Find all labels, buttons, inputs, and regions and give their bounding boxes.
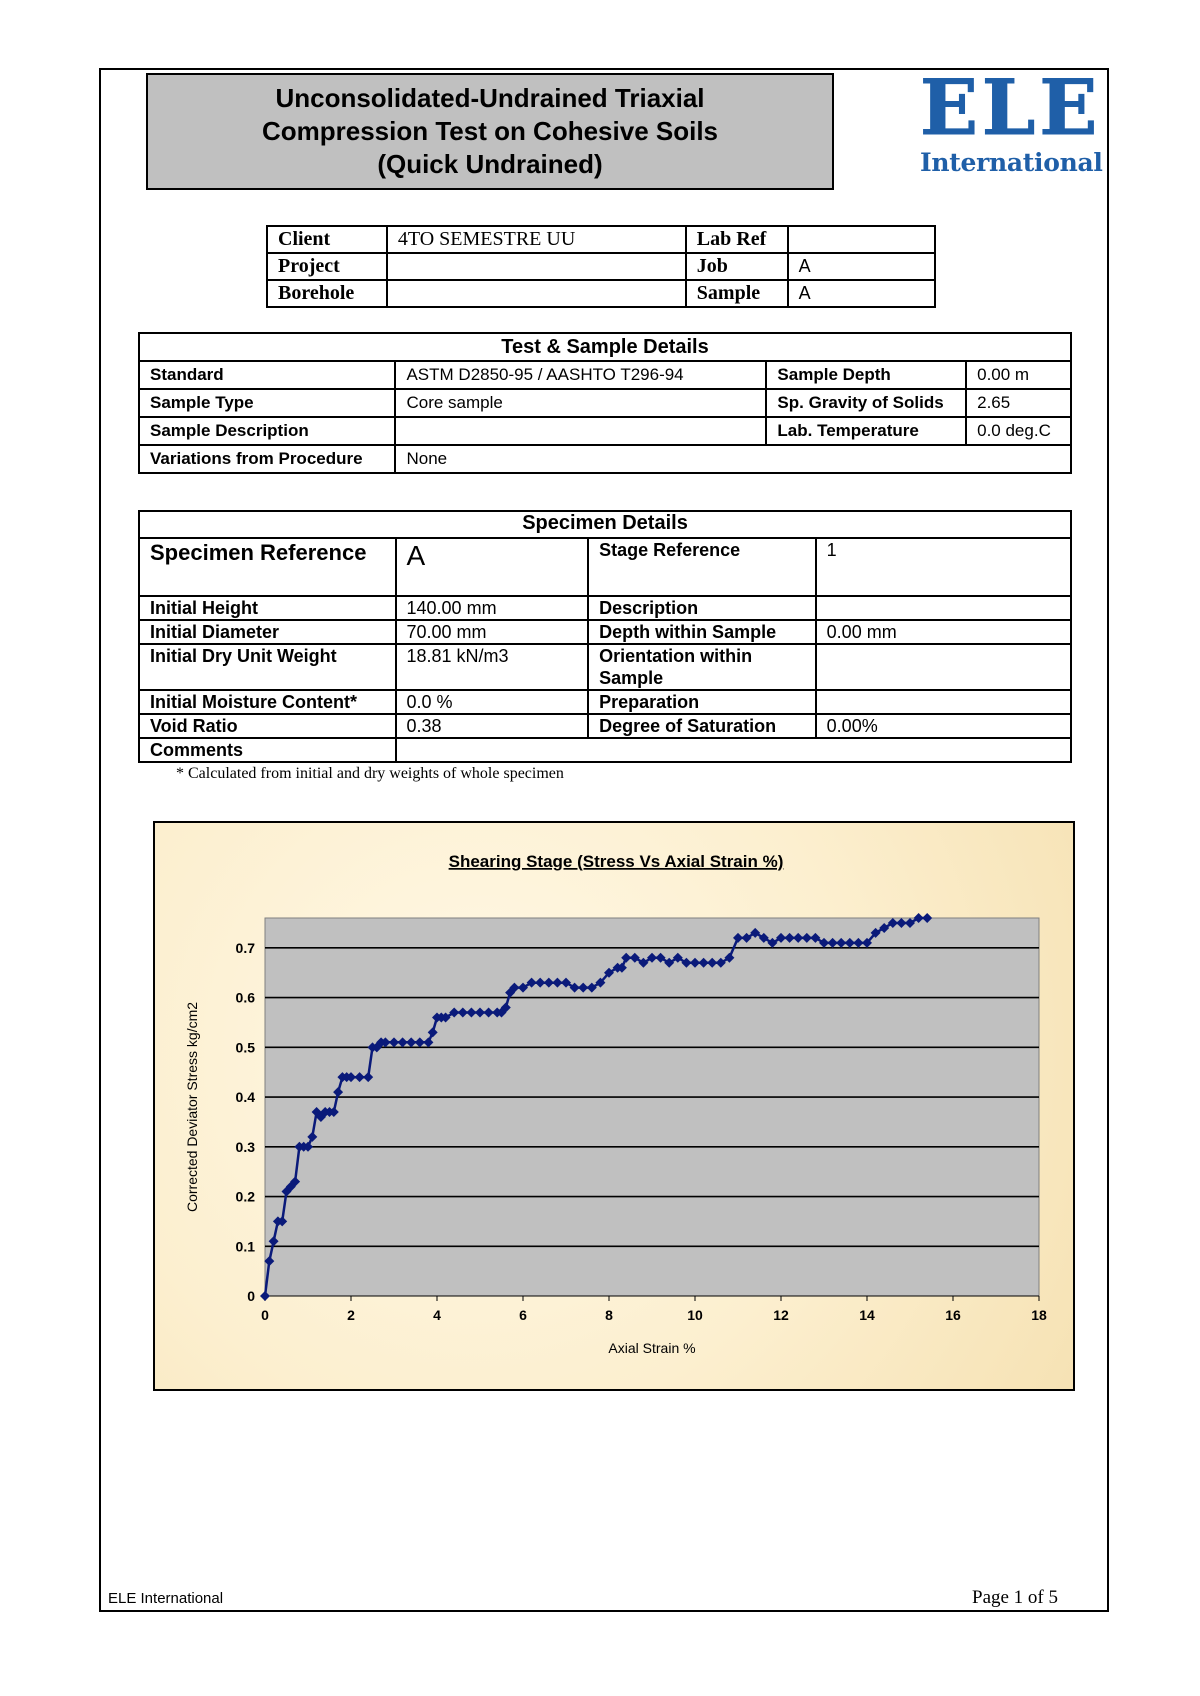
plot-area bbox=[265, 918, 1039, 1296]
document-title bbox=[146, 73, 834, 190]
specimen-details-heading: Specimen Details bbox=[139, 511, 1071, 538]
specimen-header-row bbox=[139, 511, 1071, 538]
void-ratio-label: Void Ratio bbox=[139, 714, 396, 738]
void-ratio-row bbox=[139, 714, 1071, 738]
lab-temperature-value: 0.0 deg.C bbox=[966, 417, 1071, 445]
x-tick-label: 10 bbox=[687, 1307, 703, 1323]
y-tick-label: 0.5 bbox=[235, 1039, 255, 1056]
comments-value bbox=[396, 738, 1071, 762]
dry-unit-weight-row bbox=[139, 644, 1071, 690]
specimen-reference-label: Specimen Reference bbox=[139, 538, 396, 596]
test-details-heading: Test & Sample Details bbox=[139, 333, 1071, 361]
comments-row bbox=[139, 738, 1071, 762]
y-tick-label: 0 bbox=[247, 1288, 255, 1304]
test-sample-details-table bbox=[138, 332, 1072, 474]
specimen-reference-row bbox=[139, 538, 1071, 596]
sample-description-row bbox=[139, 417, 1071, 445]
title-line-3: (Quick Undrained) bbox=[377, 149, 603, 179]
project-row bbox=[267, 253, 935, 280]
labref-label: Lab Ref bbox=[686, 226, 788, 253]
sample-depth-value: 0.00 m bbox=[966, 361, 1071, 389]
job-value: A bbox=[788, 253, 935, 280]
x-tick-label: 12 bbox=[773, 1307, 789, 1323]
chart-title: Shearing Stage (Stress Vs Axial Strain %) bbox=[448, 852, 784, 871]
description-value bbox=[816, 596, 1071, 620]
preparation-label: Preparation bbox=[588, 690, 816, 714]
preparation-value bbox=[816, 690, 1071, 714]
standard-value: ASTM D2850-95 / AASHTO T296-94 bbox=[395, 361, 766, 389]
client-info-table bbox=[266, 225, 936, 308]
x-tick-label: 16 bbox=[945, 1307, 961, 1323]
dry-unit-weight-label: Initial Dry Unit Weight bbox=[139, 644, 396, 690]
sample-description-label: Sample Description bbox=[139, 417, 395, 445]
standard-label: Standard bbox=[139, 361, 395, 389]
y-axis-label: Corrected Deviator Stress kg/cm2 bbox=[184, 1001, 200, 1213]
logo-main-text: ELE bbox=[920, 63, 1102, 152]
variations-value: None bbox=[395, 445, 1071, 473]
dry-unit-weight-value: 18.81 kN/m3 bbox=[396, 644, 589, 690]
sample-depth-label: Sample Depth bbox=[766, 361, 966, 389]
sample-type-value: Core sample bbox=[395, 389, 766, 417]
standard-row bbox=[139, 361, 1071, 389]
initial-height-row bbox=[139, 596, 1071, 620]
stage-reference-value: 1 bbox=[816, 538, 1071, 596]
logo-sub-text: International bbox=[920, 148, 1103, 177]
degree-of-saturation-value: 0.00% bbox=[816, 714, 1071, 738]
y-tick-label: 0.7 bbox=[235, 939, 255, 956]
y-tick-label: 0.2 bbox=[235, 1188, 255, 1205]
stress-strain-chart bbox=[155, 823, 1073, 1389]
x-tick-label: 14 bbox=[859, 1307, 875, 1323]
initial-diameter-label: Initial Diameter bbox=[139, 620, 396, 644]
moisture-content-value: 0.0 % bbox=[396, 690, 589, 714]
borehole-value bbox=[387, 280, 686, 307]
y-tick-label: 0.1 bbox=[235, 1238, 255, 1255]
specific-gravity-value: 2.65 bbox=[966, 389, 1071, 417]
specimen-footnote: * Calculated from initial and dry weights of whole specimen bbox=[176, 765, 564, 782]
depth-within-sample-label: Depth within Sample bbox=[588, 620, 816, 644]
footer-company: ELE International bbox=[108, 1590, 224, 1607]
job-label: Job bbox=[686, 253, 788, 280]
client-value: 4TO SEMESTRE UU bbox=[387, 226, 686, 253]
specific-gravity-label: Sp. Gravity of Solids bbox=[766, 389, 966, 417]
project-label: Project bbox=[267, 253, 387, 280]
x-axis-ticks bbox=[261, 1296, 1047, 1323]
moisture-content-label: Initial Moisture Content* bbox=[139, 690, 396, 714]
stage-reference-label: Stage Reference bbox=[588, 538, 816, 596]
x-tick-label: 4 bbox=[433, 1307, 441, 1323]
x-tick-label: 0 bbox=[261, 1307, 269, 1323]
x-tick-label: 8 bbox=[605, 1307, 613, 1323]
borehole-label: Borehole bbox=[267, 280, 387, 307]
comments-label: Comments bbox=[139, 738, 396, 762]
sample-description-value bbox=[395, 417, 766, 445]
degree-of-saturation-label: Degree of Saturation bbox=[588, 714, 816, 738]
initial-diameter-row bbox=[139, 620, 1071, 644]
x-axis-label: Axial Strain % bbox=[608, 1340, 696, 1356]
lab-temperature-label: Lab. Temperature bbox=[766, 417, 966, 445]
x-tick-label: 2 bbox=[347, 1307, 355, 1323]
title-line-1: Unconsolidated-Undrained Triaxial bbox=[275, 83, 705, 113]
void-ratio-value: 0.38 bbox=[396, 714, 589, 738]
depth-within-sample-value: 0.00 mm bbox=[816, 620, 1071, 644]
borehole-row bbox=[267, 280, 935, 307]
title-line-2: Compression Test on Cohesive Soils bbox=[261, 116, 719, 146]
footer-page-number: Page 1 of 5 bbox=[972, 1587, 1059, 1608]
x-tick-label: 18 bbox=[1031, 1307, 1047, 1323]
initial-diameter-value: 70.00 mm bbox=[396, 620, 589, 644]
specimen-details-table bbox=[138, 510, 1072, 763]
initial-height-label: Initial Height bbox=[139, 596, 396, 620]
y-tick-label: 0.4 bbox=[235, 1089, 255, 1106]
sample-type-row bbox=[139, 389, 1071, 417]
specimen-reference-value: A bbox=[396, 538, 589, 596]
client-label: Client bbox=[267, 226, 387, 253]
sample-label: Sample bbox=[686, 280, 788, 307]
ele-logo bbox=[920, 63, 1110, 180]
y-tick-label: 0.3 bbox=[235, 1138, 255, 1155]
chart-panel bbox=[153, 821, 1075, 1391]
sample-value: A bbox=[788, 280, 935, 307]
moisture-content-row bbox=[139, 690, 1071, 714]
x-tick-label: 6 bbox=[519, 1307, 527, 1323]
orientation-value bbox=[816, 644, 1071, 690]
initial-height-value: 140.00 mm bbox=[396, 596, 589, 620]
variations-label: Variations from Procedure bbox=[139, 445, 395, 473]
labref-value bbox=[788, 226, 935, 253]
project-value bbox=[387, 253, 686, 280]
y-axis-ticks bbox=[236, 940, 256, 1304]
variations-row bbox=[139, 445, 1071, 473]
test-details-header-row bbox=[139, 333, 1071, 361]
description-label: Description bbox=[588, 596, 816, 620]
orientation-label: Orientation within Sample bbox=[588, 644, 816, 690]
y-tick-label: 0.6 bbox=[235, 989, 255, 1006]
client-row bbox=[267, 226, 935, 253]
sample-type-label: Sample Type bbox=[139, 389, 395, 417]
